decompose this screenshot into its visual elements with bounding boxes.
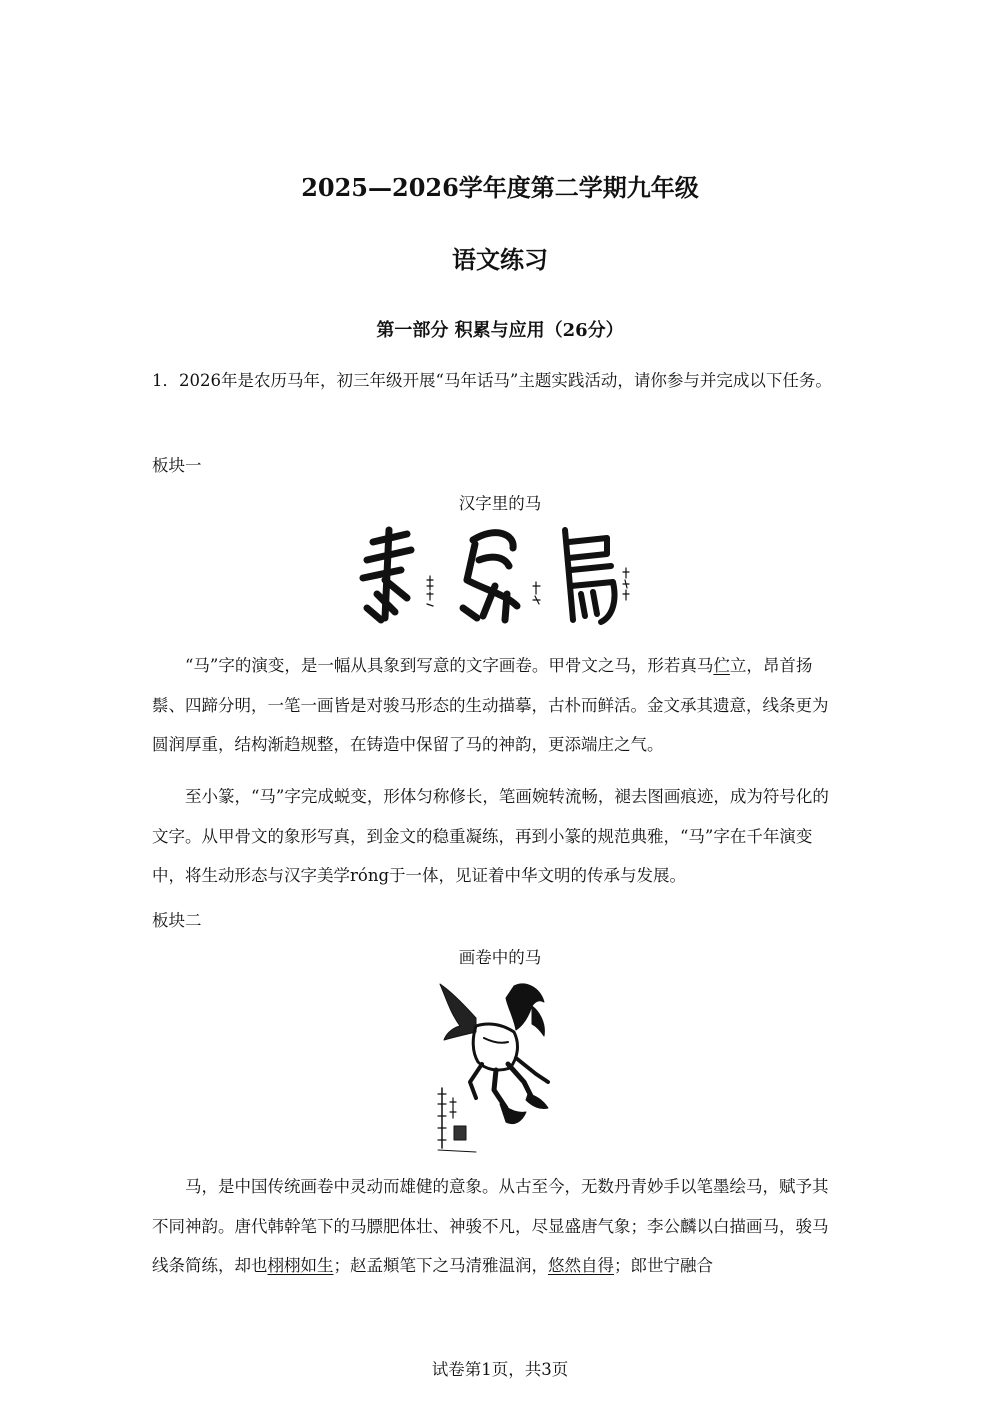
- page-footer: 试卷第1页，共3页: [431, 1360, 569, 1379]
- paper-subtitle: 语文练习: [452, 245, 548, 274]
- block1-caption: 汉字里的马: [458, 494, 542, 513]
- block2-label: 板块二: [152, 911, 202, 930]
- galloping-horse-painting: [436, 978, 556, 1158]
- block1-p1-text-a: “马”字的演变，是一幅从具象到写意的文字画卷。甲骨文之马，形若真马: [185, 656, 714, 675]
- section-heading: 第一部分 积累与应用（26分）: [376, 320, 624, 341]
- block1-paragraph-2: 至小篆，“马”字完成蜕变，形体匀称修长，笔画婉转流畅，褪去图画痕迹，成为符号化的文字。从甲骨文的象形写真，到金文的稳重凝练，再到小篆的规范典雅，“马”字在千年演变中，将生动形态与汉字美学róng于一体，见证着中华文明的传承与发展。: [152, 787, 829, 885]
- oracle-bone-label-mark: [427, 576, 433, 606]
- block2-p1-text-a: 马，是中国传统画卷中灵动而雄健的意象。从古至今，无数丹青妙手以笔墨绘马，赋予其不同神韵。唐代韩幹笔下的马膘肥体壮、神骏不凡，尽显盛唐气象；李公麟以白描画马，骏马线条简练，却也: [152, 1177, 829, 1275]
- bronze-horse-glyph: [463, 533, 517, 620]
- paper-title: 2025—2026学年度第二学期九年级: [301, 173, 699, 202]
- block2-p1-text-c: ；郎世宁融合: [614, 1256, 713, 1275]
- block1-p1-marked-char: 伫: [713, 656, 730, 675]
- seal-label-mark: [623, 568, 629, 600]
- oracle-bone-horse-glyph: [363, 530, 411, 620]
- block2-caption: 画卷中的马: [458, 948, 542, 967]
- horse-character-evolution-image: [355, 520, 655, 630]
- block1-paragraph-1: [152, 646, 842, 765]
- bronze-label-mark: [533, 582, 540, 604]
- block2-paragraph-1: [152, 1167, 842, 1286]
- block2-p1-underlined-2: 悠然自得: [548, 1256, 614, 1275]
- block1-p1-text-b: 立，昂首扬鬃、四蹄分明，一笔一画皆是对骏马形态的生动描摹，古朴而鲜活。金文承其遗意，线条更为圆润厚重，结构渐趋规整，在铸造中保留了马的神韵，更添端庄之气。: [152, 656, 829, 754]
- block2-p1-underlined-1: 栩栩如生: [267, 1256, 334, 1275]
- block1-label: 板块一: [152, 456, 202, 475]
- seal-script-horse-glyph: [565, 530, 615, 622]
- question-1-text: 1．2026年是农历马年，初三年级开展“马年话马”主题实践活动，请你参与并完成以下任务。: [152, 371, 832, 390]
- block2-p1-text-b: ；赵孟頫笔下之马清雅温润，: [333, 1256, 548, 1275]
